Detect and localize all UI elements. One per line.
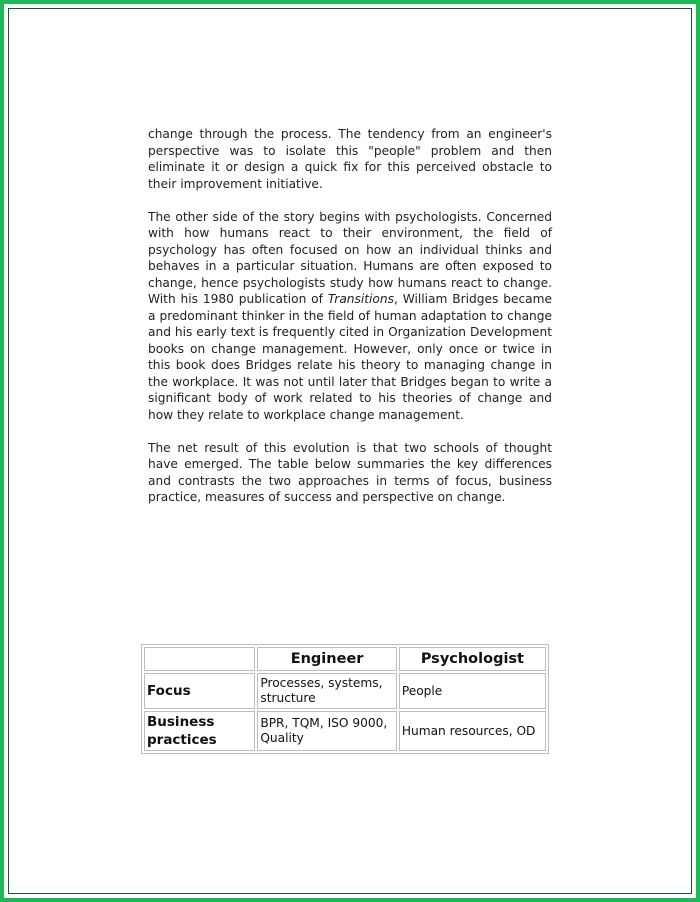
header-cell-empty	[144, 647, 255, 671]
table-row	[144, 673, 546, 709]
paragraph-1: change through the process. The tendency from an engineer's perspective was to isolate this "people" problem and then eliminate it or design a quick fix for this perceived obstacle to their improvement initiative.	[148, 127, 552, 191]
document-body	[148, 126, 552, 522]
paragraph-2	[148, 209, 552, 424]
row-label-business-practices: Business practices	[144, 711, 255, 751]
header-psychologist: Psychologist	[399, 647, 546, 671]
header-engineer: Engineer	[257, 647, 396, 671]
paragraph-3: The net result of this evolution is that two schools of thought have emerged. The table below summaries the key differences and contrasts the two approaches in terms of focus, business practice, measures of success and perspective on change.	[148, 440, 552, 504]
table-row	[144, 711, 546, 751]
comparison-table	[141, 644, 549, 754]
cell-engineer-focus: Processes, systems, structure	[257, 673, 396, 709]
cell-engineer-business-practices: BPR, TQM, ISO 9000, Quality	[257, 711, 396, 751]
cell-psychologist-business-practices: Human resources, OD	[399, 711, 546, 751]
row-label-focus: Focus	[144, 673, 255, 709]
book-title-transitions: Transitions	[327, 292, 394, 306]
table-header-row	[144, 647, 546, 671]
paragraph-2-start: The other side of the story begins with psychologists. Concerned with how humans react to their environment, the field of psychology has often focused on how an individual thinks and behaves in a particular situation. Humans are often exposed to change, hence psychologists study how humans react to change. With his 1980 publication of	[148, 209, 552, 306]
paragraph-2-end: , William Bridges became a predominant thinker in the field of human adaptation to change and his early text is frequently cited in Organization Development books on change management. However, only once or twice in this book does Bridges relate his theory to managing change in the workplace. It was not until later that Bridges began to write a significant body of work related to his theories of change and how they relate to workplace change management.	[148, 292, 553, 422]
cell-psychologist-focus: People	[399, 673, 546, 709]
